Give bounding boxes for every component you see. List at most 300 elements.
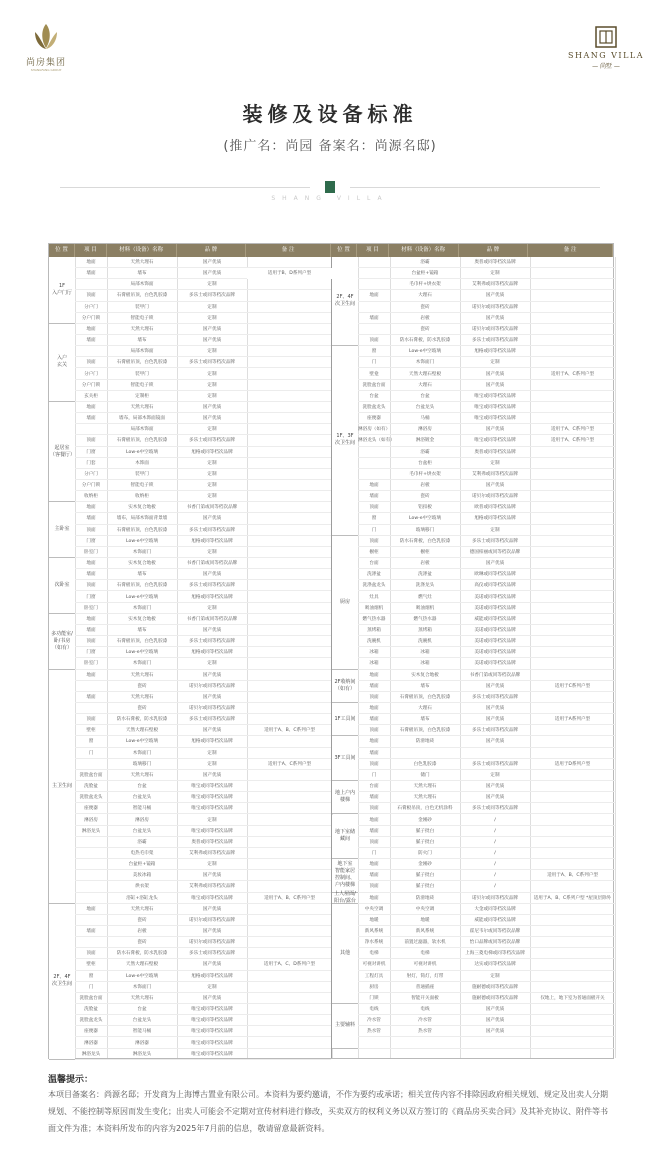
section-label: 入户 玄关: [49, 324, 75, 402]
table-row: [49, 725, 331, 736]
table-cell: 墙布: [137, 627, 147, 633]
table-cell: 地面: [86, 672, 96, 678]
table-cell: 吸油烟机: [364, 605, 384, 611]
table-row: [332, 703, 615, 714]
table-cell: 瓷砖: [137, 917, 147, 923]
table-left-half: [49, 257, 332, 1058]
table-cell: 美妆冰箱: [132, 873, 152, 879]
table-cell: 台盆柜+镜箱: [411, 271, 439, 277]
section-label: 多功能室/卧/书房 （如有）: [49, 614, 75, 670]
section-label: 2F、4F 次卫生间: [332, 257, 358, 346]
table-cell: 欧琳或同等档次品牌: [474, 572, 516, 578]
section-label: 1F、3F 次卫生间: [332, 346, 358, 536]
section-label: 2F收纳间 （如有）: [332, 670, 358, 703]
table-cell: 威能或同等档次品牌: [474, 616, 516, 622]
table-row: [49, 870, 331, 881]
table-cell: /: [494, 873, 496, 879]
table-row: [49, 636, 331, 647]
table-cell: 金刚砂: [418, 817, 432, 823]
table-cell: 国产优质: [485, 382, 505, 388]
table-row: [49, 904, 331, 915]
table-cell: 天然大理石: [130, 995, 154, 1001]
table-cell: 瓷砖: [420, 304, 430, 310]
table-cell: 热水管: [418, 1029, 432, 1035]
divider-left: [60, 187, 310, 188]
table-cell: 美诺或同等档次品牌: [474, 627, 516, 633]
table-row: [49, 658, 331, 669]
table-cell: 台盆: [137, 784, 147, 790]
table-cell: Low-e中空玻璃: [409, 349, 441, 355]
table-cell: 智能马桶: [132, 1029, 152, 1035]
table-row: [49, 614, 331, 625]
table-cell: 定制: [207, 661, 217, 667]
table-cell: 国产优质: [202, 416, 222, 422]
table-row: [49, 290, 331, 301]
table-cell: 防水石膏板，防水乳胶漆: [116, 717, 168, 723]
table-cell: 门窗: [86, 449, 96, 455]
table-row: [332, 380, 615, 391]
table-row: [332, 692, 615, 703]
table-cell: 玻璃移门: [132, 761, 152, 767]
table-cell: 天然大理石: [130, 260, 154, 265]
table-cell: 达实或同等档次品牌: [474, 962, 516, 968]
project-logo-en: SHANG VILLA: [567, 51, 644, 60]
table-cell: 多乐士或同等档次品牌: [189, 583, 235, 589]
table-cell: 地面: [369, 293, 379, 299]
table-cell: 墙布，局部木饰面背景墙: [116, 516, 168, 522]
table-cell: 唯宝或同等档次品牌: [191, 1040, 233, 1046]
table-cell: 定制: [207, 494, 217, 500]
table-cell: 淋浴房: [135, 817, 149, 823]
table-row: [332, 893, 615, 904]
footer-title: 温馨提示：: [48, 1075, 94, 1085]
table-cell: 国产优质: [485, 739, 505, 745]
table-row: [332, 424, 615, 435]
table-cell: 旭格或同等档次品牌: [191, 650, 233, 656]
table-cell: 防水石膏板，防水乳胶漆: [116, 951, 168, 957]
table-cell: 国产优质: [485, 427, 505, 433]
table-cell: 大理石: [418, 293, 432, 299]
table-cell: 多乐士或同等档次品牌: [189, 951, 235, 957]
table-row: [332, 792, 615, 803]
table-cell: 墙面: [86, 416, 96, 422]
table-cell: 木饰面门: [132, 750, 152, 756]
table-cell: 定制: [207, 304, 217, 310]
table-row: [332, 971, 615, 982]
table-cell: 适用于A、C系列户型: [550, 427, 595, 433]
table-row: [49, 335, 331, 346]
table-row: [332, 335, 615, 346]
table-row: [332, 848, 615, 859]
table-cell: 墙面: [369, 494, 379, 500]
table-row: [49, 346, 331, 357]
table-row: [49, 536, 331, 547]
table-cell: 顶面: [369, 538, 379, 544]
table-cell: 天然大理石: [130, 906, 154, 912]
project-logo: [566, 26, 646, 70]
table-row: [49, 1049, 331, 1060]
section-label: 2F、4F 次卫生间: [49, 904, 75, 1060]
table-cell: /: [494, 817, 496, 823]
table-cell: 洗脸盆台面: [362, 382, 386, 388]
table-row: [49, 781, 331, 792]
table-cell: 智能马桶: [132, 806, 152, 812]
table-cell: 白色乳胶漆: [413, 761, 437, 767]
table-cell: 顶面: [369, 505, 379, 511]
table-cell: 浴霸: [137, 839, 147, 845]
project-logo-cn: — 尚墅 —: [592, 63, 620, 70]
table-cell: 木饰面门: [415, 360, 435, 366]
section-label: 3F工具间: [332, 736, 358, 781]
table-cell: Low-e中空玻璃: [126, 973, 158, 979]
table-cell: 瓷砖: [137, 683, 147, 689]
table-cell: 多乐士或同等档次品牌: [472, 338, 518, 344]
table-cell: 墙面: [86, 929, 96, 934]
table-cell: 国产优质: [202, 516, 222, 522]
table-row: [49, 603, 331, 614]
table-cell: 多乐士或同等档次品牌: [472, 694, 518, 700]
table-cell: 国产优质: [485, 293, 505, 299]
table-row: [49, 369, 331, 380]
table-cell: 木饰面门: [132, 661, 152, 667]
table-row: [332, 803, 615, 814]
table-cell: 国产优质: [202, 572, 222, 578]
flower-logo-icon: [29, 20, 63, 54]
table-cell: 大理石: [418, 706, 432, 711]
table-cell: 橱柜: [369, 549, 379, 555]
table-cell: 门: [88, 984, 94, 990]
table-cell: 台盆: [420, 393, 430, 399]
table-cell: 淋浴房: [84, 817, 98, 823]
company-logo-name: 尚房集团: [25, 58, 66, 68]
table-row: [49, 647, 331, 658]
table-row: [332, 915, 615, 926]
table-cell: 玻璃移门: [415, 527, 435, 533]
table-row: [49, 926, 331, 937]
table-row: [49, 279, 331, 290]
table-cell: 唯宝或同等档次品牌: [191, 784, 233, 790]
table-cell: 艾利弗或同等档次品牌: [189, 850, 235, 856]
table-cell: 木饰面门: [132, 984, 152, 990]
table-row: [332, 592, 615, 603]
table-cell: 唯宝或同等档次品牌: [191, 1007, 233, 1013]
table-row: [49, 915, 331, 926]
table-cell: 唯宝或同等档次品牌: [474, 438, 516, 444]
table-row: [332, 413, 615, 424]
table-cell: 实木复合地板: [128, 561, 156, 567]
table-cell: 壁龛: [369, 371, 379, 377]
table-cell: 洗脸盆龙头: [79, 1018, 103, 1024]
table-cell: 国产优质: [202, 995, 222, 1001]
table-cell: 岩板: [420, 315, 430, 321]
divider-mark: [325, 181, 335, 193]
table-row: [49, 971, 331, 982]
table-cell: 国产优质: [485, 717, 505, 723]
table-row: [49, 580, 331, 591]
table-cell: 施耐德或同等档次品牌: [472, 995, 518, 1001]
table-cell: 美诺或同等档次品牌: [474, 605, 516, 611]
table-cell: 毛巾杆+烘衣架: [409, 471, 441, 477]
table-cell: 顶面: [86, 293, 96, 299]
table-row: [332, 670, 615, 681]
table-cell: 定制: [490, 973, 500, 979]
table-row: [49, 681, 331, 692]
table-cell: 卧室门: [84, 549, 98, 555]
table-row: [332, 982, 615, 993]
table-row: [49, 357, 331, 368]
table-cell: 定制: [207, 605, 217, 611]
table-cell: 淋浴器: [135, 1040, 149, 1046]
table-row: [332, 458, 615, 469]
table-cell: 诺贝尔或同等档次品牌: [472, 494, 518, 500]
table-cell: 美诺或同等档次品牌: [474, 639, 516, 645]
table-row: [49, 491, 331, 502]
table-cell: 大金或同等档次品牌: [474, 906, 516, 912]
table-row: [332, 480, 615, 491]
table-cell: 天然大理石: [130, 772, 154, 778]
table-cell: 天然大理石: [130, 404, 154, 410]
table-row: [49, 525, 331, 536]
table-cell: 地面: [86, 906, 96, 912]
table-cell: 普通插座: [415, 984, 435, 990]
table-cell: 唯宝或同等档次品牌: [191, 828, 233, 834]
table-row: [49, 803, 331, 814]
table-cell: 国产优质: [485, 683, 505, 689]
table-row: [49, 736, 331, 747]
merged-note: 适用于B、D系列户型: [247, 268, 332, 279]
table-cell: 墙布: [137, 338, 147, 344]
table-row: [49, 313, 331, 324]
table-cell: 座便器: [84, 806, 98, 812]
table-cell: 分户门: [84, 371, 98, 377]
table-row: [332, 447, 615, 458]
table-cell: 洗碗机: [367, 639, 381, 645]
table-cell: 顶面: [369, 884, 379, 890]
table-cell: 前置过滤器，软水机: [404, 940, 446, 946]
table-cell: 国产优质: [485, 784, 505, 790]
table-row: [332, 993, 615, 1004]
table-cell: 智能开关面板: [411, 995, 439, 1001]
table-row: [49, 937, 331, 948]
table-cell: 德国柏丽或同等档次品牌: [469, 549, 521, 555]
table-cell: 顶面: [86, 639, 96, 645]
table-cell: 奥普或同等档次品牌: [474, 449, 516, 455]
table-cell: 蒸烤箱: [418, 627, 432, 633]
table-cell: 唯宝或同等档次品牌: [474, 404, 516, 410]
table-cell: 多乐士或同等档次品牌: [472, 806, 518, 812]
section-label: 地下室储藏间: [332, 815, 358, 860]
table-cell: 中央空调: [364, 906, 384, 912]
table-cell: 智能电子锁: [130, 382, 154, 388]
table-row: [332, 346, 615, 357]
table-cell: 燃气热水器: [362, 616, 386, 622]
table-cell: 多乐士或同等档次品牌: [472, 538, 518, 544]
brand-line: SHANG VILLA: [271, 195, 389, 202]
table-row: [332, 625, 615, 636]
table-cell: 吸油烟机: [415, 605, 435, 611]
table-cell: 地暖: [420, 917, 430, 923]
table-cell: 防滑地砖: [415, 739, 435, 745]
table-cell: 国产优质: [202, 627, 222, 633]
table-cell: 定制: [207, 282, 217, 288]
table-cell: Low-e中空玻璃: [409, 516, 441, 522]
table-cell: 适用于A系列户型: [554, 717, 591, 723]
table-cell: 顶面: [86, 717, 96, 723]
table-cell: 墙面: [369, 750, 379, 756]
table-cell: 电线: [369, 1007, 379, 1013]
table-row: [49, 302, 331, 313]
table-cell: 木饰面: [135, 460, 149, 466]
table-cell: 净水系统: [364, 940, 384, 946]
table-cell: 定制柜: [135, 393, 149, 399]
table-cell: 石膏板吊顶，白色乳胶漆: [116, 293, 168, 299]
section-label: 主卧室: [49, 502, 75, 558]
table-cell: 墙面: [86, 271, 96, 277]
table-cell: 岩板: [420, 483, 430, 488]
table-row: [332, 313, 615, 324]
table-row: [332, 435, 615, 446]
table-cell: 装甲门: [135, 304, 149, 310]
company-logo: [16, 20, 76, 72]
table-cell: 诺贝尔或同等档次品牌: [189, 683, 235, 689]
table-cell: 上海三菱电梯或同等档次品牌: [465, 951, 525, 957]
table-row: [49, 982, 331, 993]
table-cell: 定制: [207, 750, 217, 756]
table-row: [49, 513, 331, 524]
table-cell: 台盆: [369, 393, 379, 399]
table-cell: 国产优质: [202, 694, 222, 700]
table-header-cell: 项 目: [75, 244, 107, 257]
table-cell: 分户门锁: [81, 382, 101, 388]
table-row: [332, 391, 615, 402]
table-cell: 墙布: [420, 683, 430, 689]
table-row: [332, 904, 615, 915]
table-right-half: [332, 257, 615, 1058]
table-row: [332, 357, 615, 368]
table-cell: 实木复合地板: [128, 505, 156, 511]
table-cell: 局部木饰面: [130, 427, 154, 433]
table-row: [49, 413, 331, 424]
table-cell: 顶面: [369, 761, 379, 767]
table-row: [49, 815, 331, 826]
table-row: [332, 290, 615, 301]
table-cell: 适用于A、C系列户型: [267, 761, 312, 767]
table-cell: 适用于A、C系列户型: [550, 371, 595, 377]
table-cell: 定制: [207, 761, 217, 767]
table-cell: 顶面: [86, 527, 96, 533]
table-row: [332, 569, 615, 580]
table-cell: 可视对讲机: [362, 962, 386, 968]
table-cell: 旭格或同等档次品牌: [474, 349, 516, 355]
table-cell: 局部木饰面: [130, 349, 154, 355]
table-cell: 墙布，局部木饰面镜面: [119, 416, 165, 422]
table-cell: 墙面: [369, 315, 379, 321]
table-cell: Low-e中空玻璃: [126, 449, 158, 455]
table-cell: 顶面: [86, 360, 96, 366]
table-cell: 天然大理石壁板: [408, 371, 442, 377]
table-cell: 多乐士或同等档次品牌: [189, 438, 235, 444]
table-cell: 电梯: [420, 951, 430, 957]
table-cell: 毛巾杆+烘衣架: [409, 282, 441, 288]
table-cell: 国产优质: [485, 561, 505, 567]
table-cell: 艾利弗或同等档次品牌: [472, 471, 518, 477]
table-cell: 适用于A、B、C系列户型: [264, 895, 315, 901]
table-row: [332, 926, 615, 937]
table-row: [332, 815, 615, 826]
table-row: [332, 859, 615, 870]
table-cell: 新风系统: [415, 929, 435, 934]
table-cell: 洗脸盆龙头: [79, 795, 103, 801]
table-cell: 适用于A、B、C系列户型: [547, 873, 598, 879]
table-cell: 国产优质: [485, 483, 505, 488]
table-row: [49, 792, 331, 803]
table-cell: 艾利弗或同等档次品牌: [472, 282, 518, 288]
table-row: [332, 837, 615, 848]
table-row: [332, 580, 615, 591]
table-cell: 多乐士或同等档次品牌: [189, 639, 235, 645]
table-cell: 墙面: [369, 828, 379, 834]
table-cell: 地面: [369, 706, 379, 711]
table-cell: 防水石膏板，白色乳胶漆: [399, 538, 451, 544]
table-cell: 定制: [207, 549, 217, 555]
table-cell: 多乐士或同等档次品牌: [472, 728, 518, 734]
table-cell: 诺贝尔或同等档次品牌: [472, 326, 518, 332]
table-cell: 地面: [369, 739, 379, 745]
table-cell: 金刚砂: [418, 862, 432, 868]
table-cell: 局部木饰面: [130, 282, 154, 288]
table-cell: 木饰面门: [132, 549, 152, 555]
table-cell: 壁柜: [86, 962, 96, 968]
table-cell: 石膏板吊顶，白色乳胶漆: [399, 694, 451, 700]
table-cell: 燃气热水器: [413, 616, 437, 622]
table-cell: 定制: [490, 460, 500, 466]
table-cell: 射灯，筒灯，灯带: [406, 973, 444, 979]
table-cell: 瓷砖: [420, 326, 430, 332]
table-cell: 定制: [490, 772, 500, 778]
table-cell: 冰箱: [369, 650, 379, 656]
table-cell: 防水石膏板，防水乳胶漆: [399, 338, 451, 344]
table-row: [49, 670, 331, 681]
table-row: [332, 948, 615, 959]
spec-table: [48, 243, 614, 1059]
table-row: [49, 569, 331, 580]
table-row: [49, 993, 331, 1004]
table-cell: 国产优质: [202, 728, 222, 734]
table-cell: 卧室门: [84, 605, 98, 611]
table-cell: 定制: [207, 984, 217, 990]
table-cell: 美诺或同等档次品牌: [474, 594, 516, 600]
table-cell: 壁柜: [86, 728, 96, 734]
table-cell: 橱柜: [420, 549, 430, 555]
table-row: [332, 513, 615, 524]
table-cell: 淋浴器: [84, 1040, 98, 1046]
table-cell: 定制: [207, 817, 217, 823]
table-cell: 中央空调: [415, 906, 435, 912]
table-cell: 书香门第或同等档次品牌: [186, 505, 238, 511]
table-cell: Low-e中空玻璃: [126, 739, 158, 745]
table-row: [332, 324, 615, 335]
table-cell: 台盆龙头: [132, 828, 152, 834]
table-cell: 座便器: [84, 1029, 98, 1035]
table-header-cell: 品 牌: [177, 244, 247, 257]
table-cell: 地面: [369, 895, 379, 901]
table-cell: 窗: [371, 349, 377, 355]
table-cell: 洗涤龙头: [415, 583, 435, 589]
table-cell: 淋浴龙头: [81, 828, 101, 834]
table-row: [332, 1038, 615, 1049]
table-row: [332, 681, 615, 692]
table-row: [49, 324, 331, 335]
